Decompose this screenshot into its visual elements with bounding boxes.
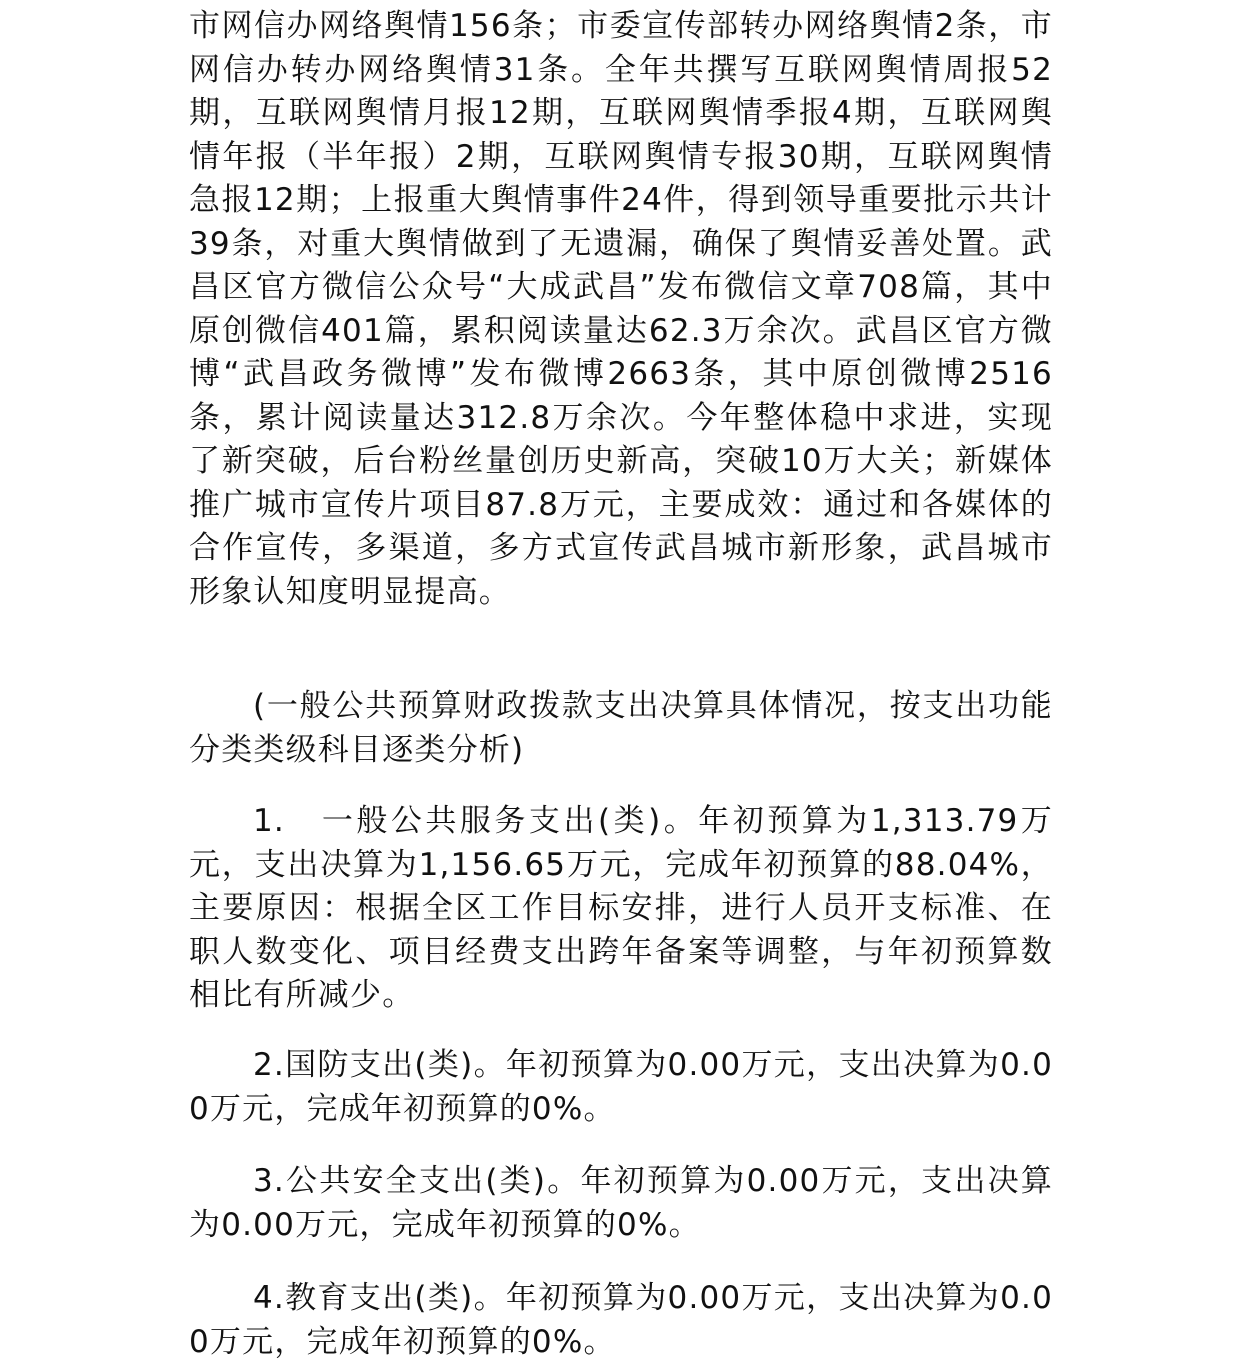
paragraph-general-public-services: 1. 一般公共服务支出(类)。年初预算为1,313.79万元，支出决算为1,156.65万元，完成年初预算的88.04%，主要原因：根据全区工作目标安排，进行人员开支标准、在职人数变化、项目经费支出跨年备案等调整，与年初预算数相比有所减少。	[189, 803, 1053, 1013]
paragraph-analysis-note: (一般公共预算财政拨款支出决算具体情况，按支出功能分类类级科目逐类分析)	[189, 688, 1053, 768]
paragraph-public-security: 3.公共安全支出(类)。年初预算为0.00万元，支出决算为0.00万元，完成年初预算的0%。	[189, 1163, 1053, 1243]
paragraph-public-opinion-summary: 市网信办网络舆情156条；市委宣传部转办网络舆情2条，市网信办转办网络舆情31条。全年共撰写互联网舆情周报52期，互联网舆情月报12期，互联网舆情季报4期，互联网舆情年报（半年报）2期，互联网舆情专报30期，互联网舆情急报12期；上报重大舆情事件24件，得到领导重要批示共计39条，对重大舆情做到了无遗漏，确保了舆情妥善处置。武昌区官方微信公众号“大成武昌”发布微信文章708篇，其中原创微信401篇，累积阅读量达62.3万余次。武昌区官方微博“武昌政务微博”发布微博2663条，其中原创微博2516条，累计阅读量达312.8万余次。今年整体稳中求进，实现了新突破，后台粉丝量创历史新高，突破10万大关；新媒体推广城市宣传片项目87.8万元，主要成效：通过和各媒体的合作宣传，多渠道，多方式宣传武昌城市新形象，武昌城市形象认知度明显提高。	[189, 8, 1053, 610]
paragraph-national-defense: 2.国防支出(类)。年初预算为0.00万元，支出决算为0.00万元，完成年初预算的0%。	[189, 1047, 1053, 1127]
paragraph-education: 4.教育支出(类)。年初预算为0.00万元，支出决算为0.00万元，完成年初预算的0%。	[189, 1280, 1053, 1360]
